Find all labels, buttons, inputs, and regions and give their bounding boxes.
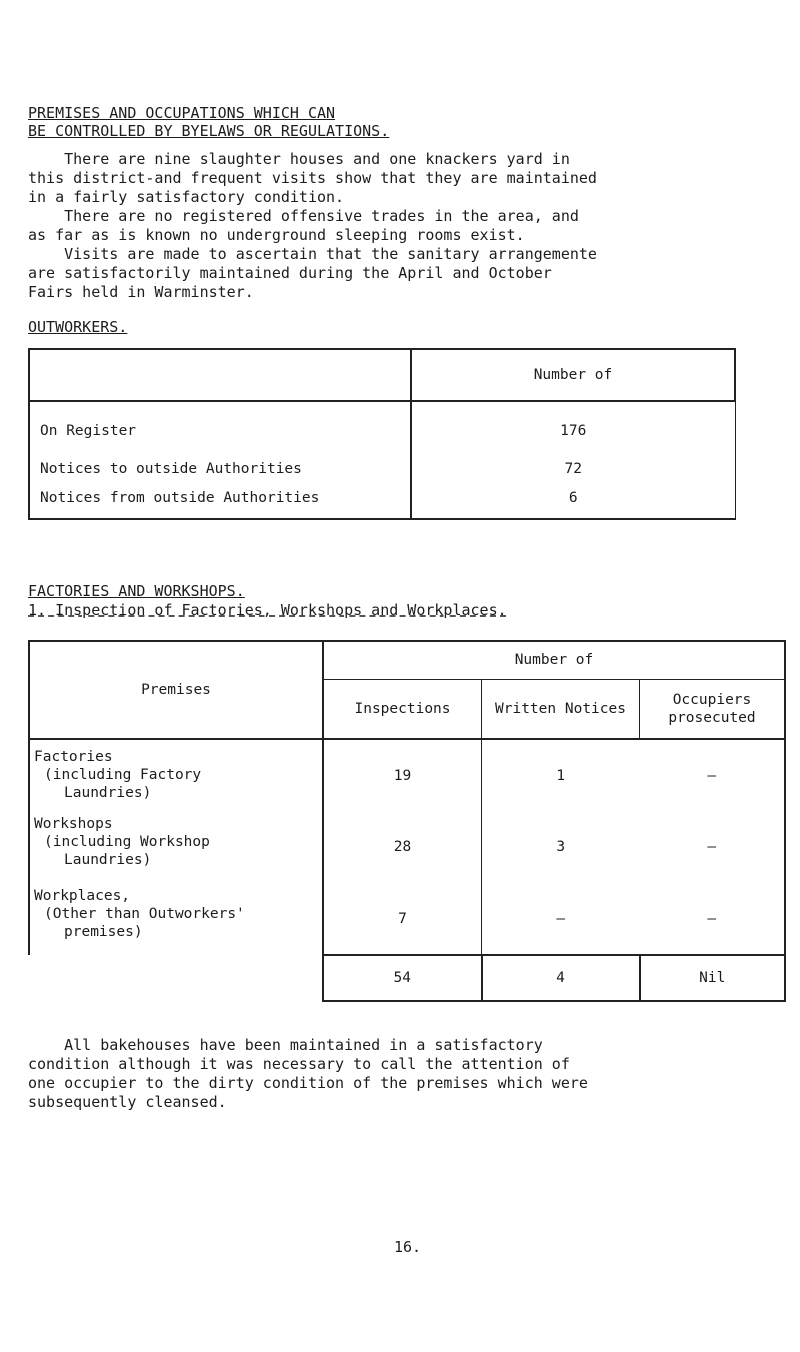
premises-line: premises)	[64, 924, 143, 940]
occupiers-prosecuted-total: Nil	[640, 955, 786, 1001]
table-row	[29, 439, 735, 477]
written-notices-cell: 1	[556, 767, 566, 784]
paragraph-line: Visits are made to ascertain that the sanitary arrangemente	[28, 245, 597, 263]
premises-line: (including Workshop	[44, 834, 210, 850]
premises-line: Factories	[34, 749, 113, 765]
totals-spacer-cell	[29, 955, 323, 1001]
outworkers-row-label: Notices to outside Authorities	[29, 439, 411, 477]
premises-line: Laundries)	[64, 852, 152, 868]
closing-paragraph	[28, 1036, 588, 1112]
factories-subheading: 1. Inspection of Factories, Workshops and Workplaces.	[28, 601, 507, 619]
outworkers-column-header: Number of	[411, 349, 735, 401]
table-row	[29, 883, 785, 955]
premises-line: Workplaces,	[34, 888, 131, 904]
table-row	[29, 401, 735, 439]
premises-line: (Other than Outworkers'	[44, 906, 245, 922]
occupiers-prosecuted-cell: –	[640, 883, 786, 955]
premises-cell	[29, 883, 323, 955]
section-heading-line2: BE CONTROLLED BY BYELAWS OR REGULATIONS.	[28, 122, 390, 140]
written-notices-cell: 3	[556, 839, 566, 855]
table-row	[29, 811, 785, 883]
outworkers-row-value: 72	[411, 439, 735, 477]
factories-heading: FACTORIES AND WORKSHOPS.	[28, 582, 245, 600]
table-row	[29, 477, 735, 519]
paragraph-line: in a fairly satisfactory condition.	[28, 188, 345, 206]
outworkers-table	[28, 348, 736, 520]
written-notices-column-header: Written Notices	[482, 679, 640, 739]
paragraph-line: are satisfactorily maintained during the April and October	[28, 264, 552, 282]
factories-table	[28, 640, 786, 1002]
premises-column-header: Premises	[29, 641, 323, 739]
premises-line: (including Factory	[44, 767, 202, 783]
table-row	[29, 739, 785, 811]
paragraph-line: this district-and frequent visits show that they are maintained	[28, 169, 597, 187]
paragraph-line: There are nine slaughter houses and one knackers yard in	[28, 150, 570, 168]
outworkers-row-value: 176	[411, 401, 735, 439]
outworkers-row-value: 6	[411, 477, 735, 519]
section-heading-line1: PREMISES AND OCCUPATIONS WHICH CAN	[28, 104, 336, 122]
paragraph-line: Fairs held in Warminster.	[28, 283, 254, 301]
occupiers-prosecuted-cell: –	[640, 739, 786, 811]
number-of-group-header: Number of	[323, 641, 785, 679]
inspections-total: 54	[323, 955, 482, 1001]
paragraph-line: as far as is known no underground sleeping rooms exist.	[28, 226, 525, 244]
page-number: 16.	[394, 1238, 422, 1256]
outworkers-corner-cell	[29, 349, 411, 401]
paragraph-line: There are no registered offensive trades in the area, and	[28, 207, 579, 225]
premises-line: Workshops	[34, 816, 113, 832]
paragraph-line: one occupier to the dirty condition of the premises which were	[28, 1074, 588, 1092]
totals-row	[29, 955, 785, 1001]
occupiers-prosecuted-cell: –	[640, 811, 786, 883]
premises-cell	[29, 739, 323, 811]
premises-line: Laundries)	[64, 785, 152, 801]
paragraph-line: All bakehouses have been maintained in a satisfactory	[28, 1036, 543, 1054]
paragraph-line: condition although it was necessary to call the attention of	[28, 1055, 570, 1073]
inspections-cell: 28	[323, 811, 482, 883]
inspections-column-header: Inspections	[323, 679, 482, 739]
inspections-cell: 7	[323, 883, 482, 955]
outworkers-heading: OUTWORKERS.	[28, 318, 128, 336]
paragraph-line: subsequently cleansed.	[28, 1093, 227, 1111]
occupiers-prosecuted-column-header: Occupiers prosecuted	[640, 679, 786, 739]
outworkers-row-label: Notices from outside Authorities	[29, 477, 411, 519]
inspections-cell: 19	[323, 739, 482, 811]
section1-paragraph	[28, 150, 597, 302]
written-notices-cell: –	[482, 883, 640, 955]
premises-cell	[29, 811, 323, 883]
outworkers-row-label: On Register	[29, 401, 411, 439]
written-notices-total: 4	[482, 955, 640, 1001]
